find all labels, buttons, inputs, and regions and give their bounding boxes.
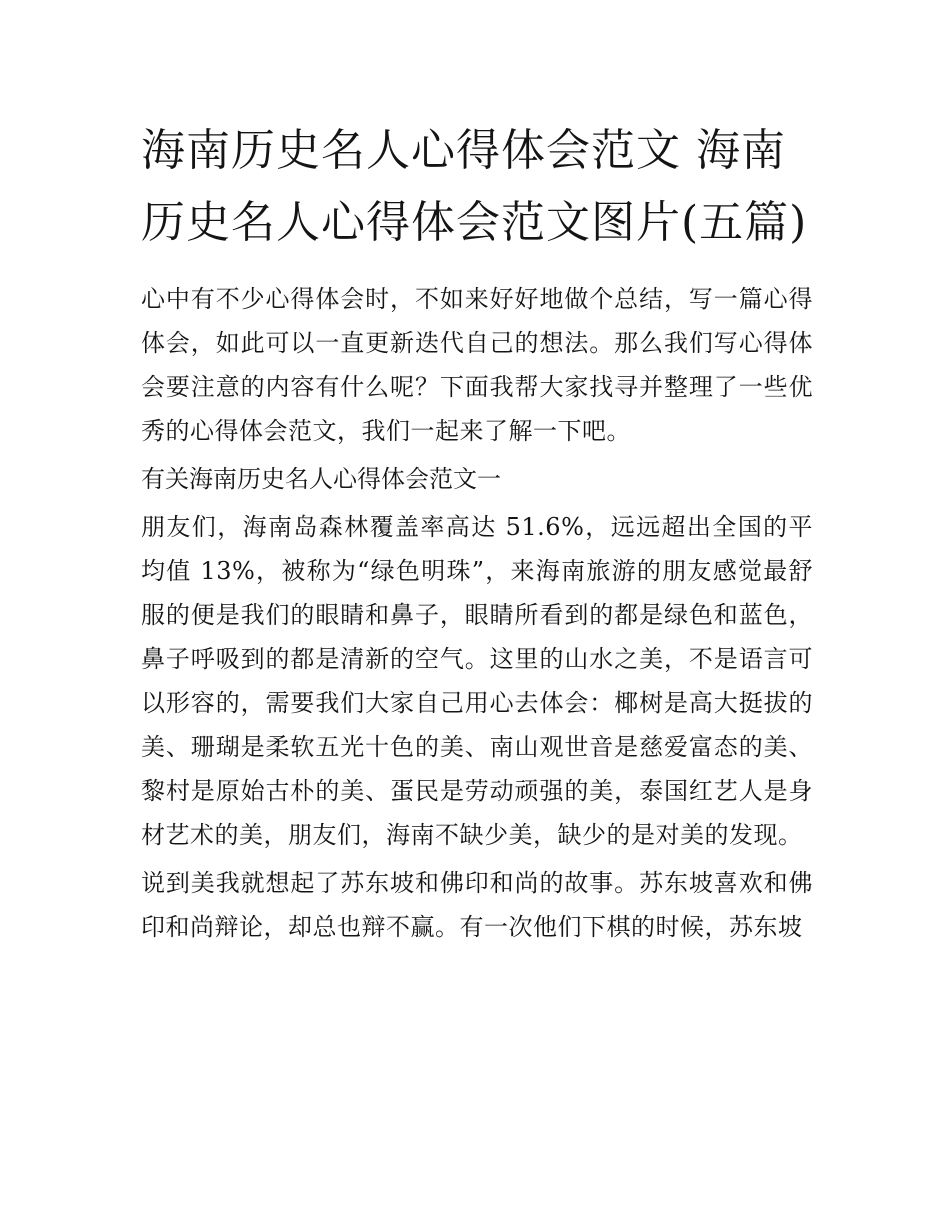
body-paragraph: 朋友们，海南岛森林覆盖率高达 51.6%，远远超出全国的平均值 13%，被称为“绿色明珠”，来海南旅游的朋友感觉最舒服的便是我们的眼睛和鼻子，眼睛所看到的都是绿色和蓝色，鼻子呼吸到的都是清新的空气。这里的山水之美，不是语言可以形容的，需要我们大家自己用心去体会：椰树是高大挺拔的美、珊瑚是柔软五光十色的美、南山观世音是慈爱富态的美、黎村是原始古朴的美、蛋民是劳动顽强的美，泰国红艺人是身材艺术的美，朋友们，海南不缺少美，缺少的是对美的发现。 (141, 513, 813, 849)
document-page (141, 115, 813, 953)
document-title: 海南历史名人心得体会范文 海南历史名人心得体会范文图片(五篇) (141, 125, 808, 248)
section-heading: 有关海南历史名人心得体会范文一 (141, 465, 501, 493)
document-body (141, 277, 813, 949)
intro-paragraph: 心中有不少心得体会时，不如来好好地做个总结，写一篇心得体会，如此可以一直更新迭代自己的想法。那么我们写心得体会要注意的内容有什么呢？下面我帮大家找寻并整理了一些优秀的心得体会范文，我们一起来了解一下吧。 (141, 285, 813, 445)
body-paragraph: 说到美我就想起了苏东坡和佛印和尚的故事。苏东坡喜欢和佛印和尚辩论，却总也辩不赢。有一次他们下棋的时候，苏东坡 (141, 869, 813, 941)
